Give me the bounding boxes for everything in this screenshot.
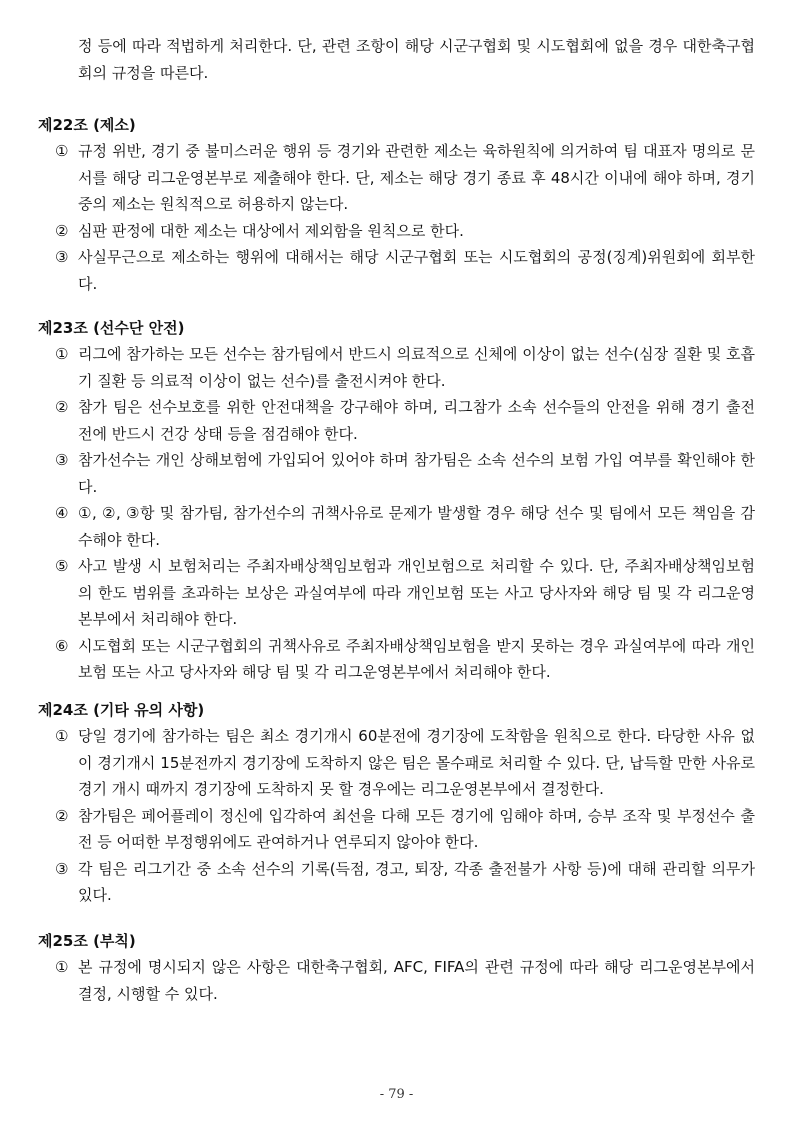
article-24-items xyxy=(0,723,793,909)
item-number: ③ xyxy=(55,451,69,469)
article-item xyxy=(0,138,793,218)
item-number: ④ xyxy=(55,504,69,522)
article-item xyxy=(0,633,793,686)
item-text: 참가팀은 페어플레이 정신에 입각하여 최선을 다해 모든 경기에 임해야 하며, 승부 조작 및 부정선수 출전 등 어떠한 부정행위에도 관여하거나 연루되지 않아야 한다. xyxy=(78,806,755,851)
item-text: 각 팀은 리그기간 중 소속 선수의 기록(득점, 경고, 퇴장, 각종 출전불가 사항 등)에 대해 관리할 의무가 있다. xyxy=(78,859,755,904)
article-item xyxy=(0,341,793,394)
article-item xyxy=(0,394,793,447)
page-number: - 79 - xyxy=(379,1087,414,1102)
article-24-title: 제24조 (기타 유의 사항) xyxy=(38,701,205,719)
article-22-title: 제22조 (제소) xyxy=(38,116,136,134)
article-item xyxy=(0,803,793,856)
article-item xyxy=(0,447,793,500)
item-text: ①, ②, ③항 및 참가팀, 참가선수의 귀책사유로 문제가 발생할 경우 해당 선수 및 팀에서 모든 책임을 감수해야 한다. xyxy=(78,504,755,549)
article-item xyxy=(0,856,793,909)
article-item xyxy=(0,954,793,1007)
article-25-title: 제25조 (부칙) xyxy=(38,932,136,950)
item-number: ⑥ xyxy=(55,636,69,655)
intro-text: 정 등에 따라 적법하게 처리한다. 단, 관련 조항이 해당 시군구협회 및 시도협회에 없을 경우 대한축구협회의 규정을 따른다. xyxy=(78,37,755,82)
item-text: 참가 팀은 선수보호를 위한 안전대책을 강구해야 하며, 리그참가 소속 선수들의 안전을 위해 경기 출전 전에 반드시 건강 상태 등을 점검해야 한다. xyxy=(78,398,755,443)
article-item xyxy=(0,244,793,297)
item-text: 사실무근으로 제소하는 행위에 대해서는 해당 시군구협회 또는 시도협회의 공정(징계)위원회에 회부한다. xyxy=(78,248,755,293)
item-text: 참가선수는 개인 상해보험에 가입되어 있어야 하며 참가팀은 소속 선수의 보험 가입 여부를 확인해야 한다. xyxy=(78,451,755,496)
item-text: 시도협회 또는 시군구협회의 귀책사유로 주최자배상책임보험을 받지 못하는 경우 과실여부에 따라 개인보험 또는 사고 당사자와 해당 팀 및 각 리그운영본부에서 처리해야 한다. xyxy=(78,636,755,681)
article-item xyxy=(0,500,793,553)
item-number: ① xyxy=(55,958,69,976)
article-item xyxy=(0,723,793,803)
item-number: ① xyxy=(55,345,69,363)
item-number: ① xyxy=(55,727,69,745)
intro-paragraph xyxy=(0,33,793,86)
item-number: ① xyxy=(55,142,69,160)
article-22-items xyxy=(0,138,793,297)
article-23-title: 제23조 (선수단 안전) xyxy=(38,319,185,337)
article-23-items xyxy=(0,341,793,686)
item-text: 리그에 참가하는 모든 선수는 참가팀에서 반드시 의료적으로 신체에 이상이 없는 선수(심장 질환 및 호흡기 질환 등 의료적 이상이 없는 선수)를 출전시켜야 한다. xyxy=(78,345,755,390)
item-number: ② xyxy=(55,806,69,825)
item-number: ② xyxy=(55,221,69,240)
article-25-items xyxy=(0,954,793,1007)
item-number: ③ xyxy=(55,859,69,878)
item-text: 규정 위반, 경기 중 불미스러운 행위 등 경기와 관련한 제소는 육하원칙에 의거하여 팀 대표자 명의로 문서를 해당 리그운영본부로 제출해야 한다. 단, 제소는 해당 경기 종료 후 48시간 이내에 해야 하며, 경기 중의 제소는 원칙적으로 허용하지 않는다. xyxy=(78,142,755,213)
item-text: 심판 판정에 대한 제소는 대상에서 제외함을 원칙으로 한다. xyxy=(78,221,464,240)
article-item xyxy=(0,553,793,633)
item-number: ⑤ xyxy=(55,557,69,575)
article-item xyxy=(0,218,793,245)
item-text: 본 규정에 명시되지 않은 사항은 대한축구협회, AFC, FIFA의 관련 규정에 따라 해당 리그운영본부에서 결정, 시행할 수 있다. xyxy=(78,958,755,1003)
item-number: ② xyxy=(55,398,69,416)
item-text: 사고 발생 시 보험처리는 주최자배상책임보험과 개인보험으로 처리할 수 있다. 단, 주최자배상책임보험의 한도 범위를 초과하는 보상은 과실여부에 따라 개인보험 또는 사고 당사자와 해당 팀 및 각 리그운영본부에서 처리해야 한다. xyxy=(78,557,755,628)
item-number: ③ xyxy=(55,248,69,266)
item-text: 당일 경기에 참가하는 팀은 최소 경기개시 60분전에 경기장에 도착함을 원칙으로 한다. 타당한 사유 없이 경기개시 15분전까지 경기장에 도착하지 않은 팀은 몰수패로 처리할 수 있다. 단, 납득할 만한 사유로 경기 개시 때까지 경기장에 도착하지 못 할 경우에는 리그운영본부에서 결정한다. xyxy=(78,727,755,798)
